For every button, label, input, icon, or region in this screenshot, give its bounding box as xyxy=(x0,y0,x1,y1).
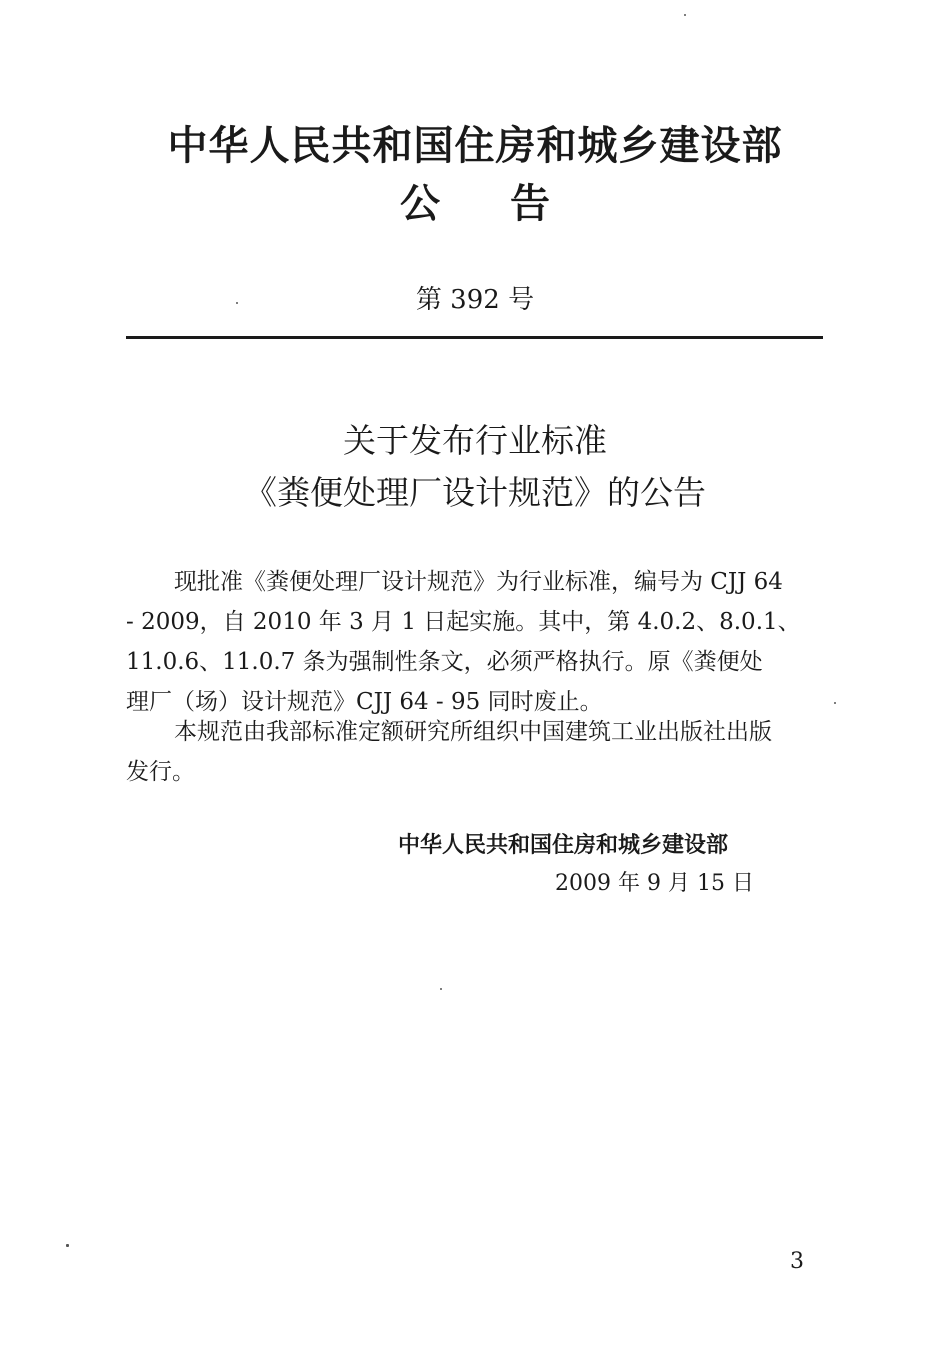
header-divider xyxy=(126,336,823,339)
paragraph-line: 理厂（场）设计规范》CJJ 64 - 95 同时废止。 xyxy=(126,689,603,715)
notice-heading-line-1: 关于发布行业标准 xyxy=(343,421,607,460)
scan-speck xyxy=(236,302,238,304)
paragraph-line: 现批准《粪便处理厂设计规范》为行业标准，编号为 CJJ 64 xyxy=(174,569,783,595)
notice-heading-line-2: 《粪便处理厂设计规范》的公告 xyxy=(244,473,706,512)
announcement-title: 公告 xyxy=(400,181,620,227)
scan-speck xyxy=(66,1244,69,1247)
signature-date: 2009 年 9 月 15 日 xyxy=(555,871,754,896)
body-paragraph-2 xyxy=(126,712,826,792)
issue-number: 第 392 号 xyxy=(415,285,535,315)
signature-organization: 中华人民共和国住房和城乡建设部 xyxy=(398,833,729,858)
paragraph-line: 11.0.6、11.0.7 条为强制性条文，必须严格执行。原《粪便处 xyxy=(126,649,763,675)
scan-speck xyxy=(834,702,836,704)
body-paragraph-1 xyxy=(126,562,826,722)
ministry-title: 中华人民共和国住房和城乡建设部 xyxy=(167,123,783,169)
scan-speck xyxy=(684,14,686,16)
scan-speck xyxy=(440,988,442,990)
paragraph-line: 本规范由我部标准定额研究所组织中国建筑工业出版社出版 xyxy=(174,719,772,745)
paragraph-line: 发行。 xyxy=(126,759,195,785)
paragraph-line: - 2009，自 2010 年 3 月 1 日起实施。其中，第 4.0.2、8.0.1、 xyxy=(126,609,801,635)
page-number: 3 xyxy=(790,1249,804,1274)
